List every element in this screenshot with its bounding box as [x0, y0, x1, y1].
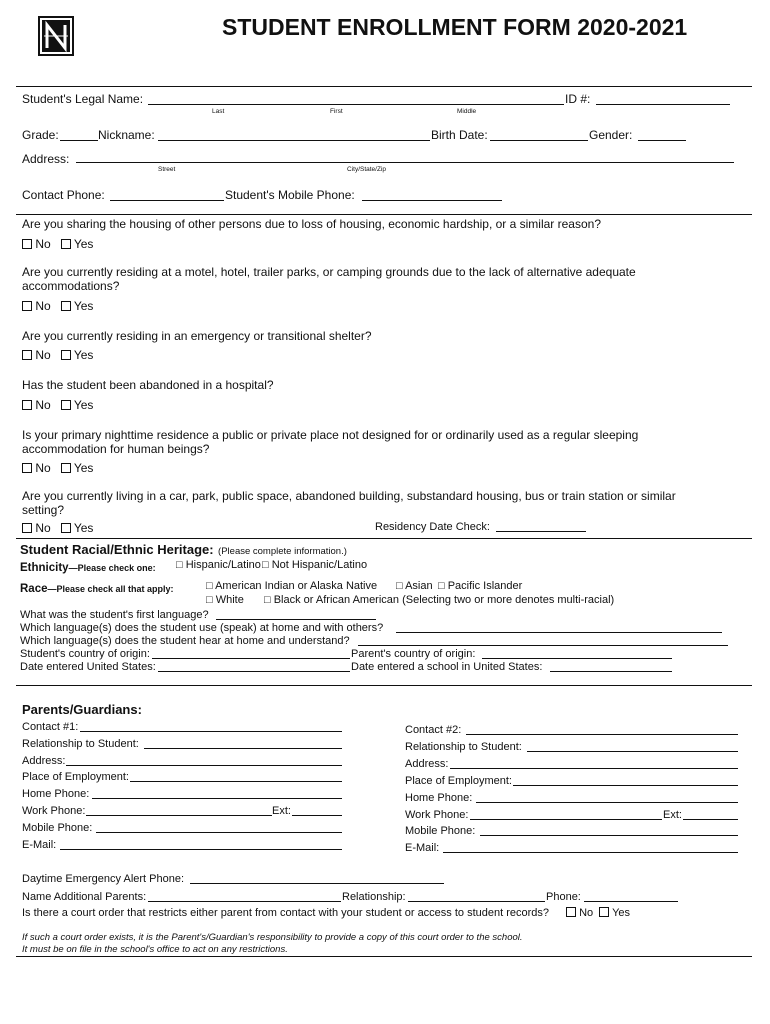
race-white[interactable]: □ White — [206, 594, 244, 606]
first-language-field[interactable] — [216, 619, 376, 620]
relationship2-label: Relationship to Student: — [405, 741, 522, 753]
heritage-heading: Student Racial/Ethnic Heritage: (Please complete information.) — [20, 542, 347, 557]
address2-label: Address: — [405, 758, 449, 770]
relationship1-label: Relationship to Student: — [22, 738, 139, 750]
daytime-phone-field[interactable] — [190, 883, 444, 884]
court-order-question: Is there a court order that restricts either parent from contact with your student or access to student records? — [22, 907, 550, 919]
work-phone1-label: Work Phone: — [22, 805, 86, 817]
employment2-label: Place of Employment: — [405, 775, 512, 787]
birth-date-field[interactable] — [490, 140, 588, 141]
divider — [16, 86, 752, 87]
residency-field[interactable] — [496, 531, 586, 532]
address2-field[interactable] — [450, 768, 738, 769]
race-american-indian[interactable]: □ American Indian or Alaska Native — [206, 580, 378, 592]
gender-field[interactable] — [638, 140, 686, 141]
mobile-phone-label: Student's Mobile Phone: — [225, 188, 355, 202]
first-label: First — [330, 108, 343, 115]
parents-heading: Parents/Guardians: — [22, 702, 142, 717]
form-title: STUDENT ENROLLMENT FORM 2020-2021 — [222, 14, 688, 40]
lang-use-label: Which language(s) does the student use (speak) at home and with others? — [20, 622, 384, 634]
grade-field[interactable] — [60, 140, 98, 141]
housing-answer-5[interactable]: No Yes — [22, 461, 93, 475]
contact2-label: Contact #2: — [405, 724, 462, 736]
divider — [16, 214, 752, 215]
additional-relationship-label: Relationship: — [342, 891, 406, 903]
last-label: Last — [212, 108, 225, 115]
date-school-field[interactable] — [550, 671, 672, 672]
student-country-field[interactable] — [152, 658, 350, 659]
employment1-label: Place of Employment: — [22, 771, 129, 783]
mobile-phone1-label: Mobile Phone: — [22, 822, 93, 834]
middle-label: Middle — [457, 108, 477, 115]
housing-question-5a: Is your primary nighttime residence a public or private place not designed for or ordinarily used as a regular sleeping — [22, 428, 639, 442]
employment2-field[interactable] — [513, 785, 738, 786]
housing-question-3: Are you currently residing in an emergency or transitional shelter? — [22, 329, 372, 343]
divider — [16, 956, 752, 957]
ext2-label: Ext: — [663, 809, 682, 821]
ext1-field[interactable] — [292, 815, 342, 816]
work-phone2-label: Work Phone: — [405, 809, 469, 821]
housing-question-2a: Are you currently residing at a motel, hotel, trailer parks, or camping grounds due to the lack of alternative adequate — [22, 265, 636, 279]
divider — [16, 685, 752, 686]
race-asian[interactable]: □ Asian — [396, 580, 433, 592]
residency-label: Residency Date Check: — [375, 521, 490, 533]
city-label: City/State/Zip — [347, 166, 387, 173]
housing-question-6a: Are you currently living in a car, park, public space, abandoned building, substandard housing, bus or train station or similar — [22, 489, 676, 503]
court-order-note-1: If such a court order exists, it is the Parent's/Guardian's responsibility to provide a copy of this court order to the school. — [22, 932, 523, 943]
daytime-phone-label: Daytime Emergency Alert Phone: — [22, 873, 185, 885]
email1-label: E-Mail: — [22, 839, 57, 851]
address1-field[interactable] — [66, 765, 342, 766]
ethnicity-not-hispanic[interactable]: □ Not Hispanic/Latino — [262, 559, 368, 571]
email2-label: E-Mail: — [405, 842, 440, 854]
housing-answer-2[interactable]: No Yes — [22, 299, 93, 313]
race-row: Race—Please check all that apply: — [20, 583, 174, 595]
housing-answer-1[interactable]: No Yes — [22, 237, 93, 251]
parent-country-field[interactable] — [482, 658, 672, 659]
housing-answer-6[interactable]: No Yes — [22, 521, 93, 535]
lang-hear-label: Which language(s) does the student hear at home and understand? — [20, 635, 350, 647]
additional-phone-label: Phone: — [546, 891, 581, 903]
ext1-label: Ext: — [272, 805, 291, 817]
relationship1-field[interactable] — [144, 748, 342, 749]
date-school-label: Date entered a school in United States: — [351, 661, 543, 673]
housing-question-6b: setting? — [22, 503, 65, 517]
street-label: Street — [158, 166, 176, 173]
legal-name-field[interactable] — [148, 104, 564, 105]
contact2-field[interactable] — [466, 734, 738, 735]
divider — [16, 538, 752, 539]
mobile-phone2-label: Mobile Phone: — [405, 825, 476, 837]
housing-question-2b: accommodations? — [22, 279, 120, 293]
parent-country-label: Parent's country of origin: — [351, 648, 476, 660]
employment1-field[interactable] — [130, 781, 342, 782]
lang-hear-field[interactable] — [358, 645, 728, 646]
ethnicity-row: Ethnicity—Please check one: — [20, 562, 156, 574]
mobile-phone1-field[interactable] — [96, 832, 342, 833]
mobile-phone2-field[interactable] — [480, 835, 738, 836]
email1-field[interactable] — [60, 849, 342, 850]
email2-field[interactable] — [443, 852, 738, 853]
additional-relationship-field[interactable] — [408, 901, 545, 902]
relationship2-field[interactable] — [527, 751, 738, 752]
nickname-label: Nickname: — [98, 128, 155, 142]
lang-use-field[interactable] — [396, 632, 722, 633]
school-logo — [38, 16, 74, 56]
grade-label: Grade: — [22, 128, 59, 142]
race-pacific-islander[interactable]: □ Pacific Islander — [438, 580, 523, 592]
address-label: Address: — [22, 152, 70, 166]
legal-name-label: Student's Legal Name: — [22, 92, 144, 106]
additional-phone-field[interactable] — [584, 901, 678, 902]
id-label: ID #: — [565, 92, 591, 106]
housing-question-1: Are you sharing the housing of other persons due to loss of housing, economic hardship, or a similar reason? — [22, 217, 601, 231]
date-us-field[interactable] — [158, 671, 350, 672]
address-field[interactable] — [76, 162, 734, 163]
race-black[interactable]: □ Black or African American (Selecting two or more denotes multi-racial) — [264, 594, 615, 606]
contact1-field[interactable] — [80, 731, 342, 732]
address1-label: Address: — [22, 755, 66, 767]
home-phone1-field[interactable] — [92, 798, 342, 799]
contact-phone-field[interactable] — [110, 200, 224, 201]
mobile-phone-field[interactable] — [362, 200, 502, 201]
date-us-label: Date entered United States: — [20, 661, 156, 673]
housing-question-5b: accommodation for human beings? — [22, 442, 210, 456]
work-phone2-field[interactable] — [470, 819, 662, 820]
home-phone1-label: Home Phone: — [22, 788, 90, 800]
birth-date-label: Birth Date: — [431, 128, 488, 142]
ext2-field[interactable] — [683, 819, 738, 820]
ethnicity-hispanic[interactable]: □ Hispanic/Latino — [176, 559, 261, 571]
additional-parents-field[interactable] — [148, 901, 341, 902]
additional-parents-label: Name Additional Parents: — [22, 891, 147, 903]
contact-phone-label: Contact Phone: — [22, 188, 105, 202]
home-phone2-field[interactable] — [476, 802, 738, 803]
student-country-label: Student's country of origin: — [20, 648, 150, 660]
nickname-field[interactable] — [158, 140, 430, 141]
housing-answer-4[interactable]: No Yes — [22, 398, 93, 412]
housing-answer-3[interactable]: No Yes — [22, 348, 93, 362]
gender-label: Gender: — [589, 128, 633, 142]
court-order-note-2: It must be on file in the school's office to act on any restrictions. — [22, 944, 288, 955]
court-order-answer[interactable]: No Yes — [566, 907, 630, 919]
housing-question-4: Has the student been abandoned in a hospital? — [22, 378, 274, 392]
id-field[interactable] — [596, 104, 730, 105]
work-phone1-field[interactable] — [86, 815, 272, 816]
home-phone2-label: Home Phone: — [405, 792, 473, 804]
contact1-label: Contact #1: — [22, 721, 79, 733]
first-language-label: What was the student's first language? — [20, 609, 209, 621]
